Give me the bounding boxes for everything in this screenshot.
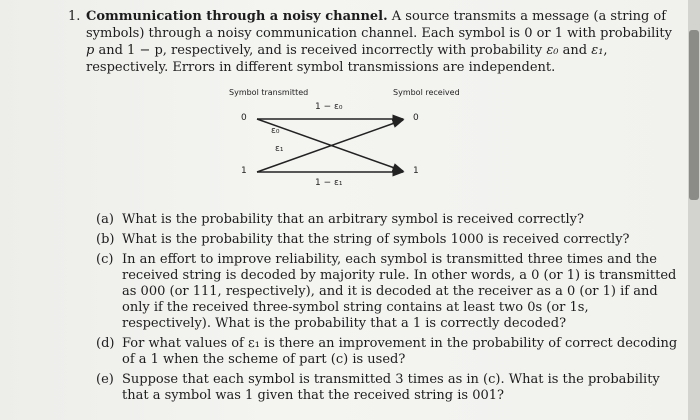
label-symbol-received: Symbol received (393, 88, 460, 97)
var-p: p (86, 43, 95, 58)
part-label: (c) (96, 252, 114, 267)
label-e0-cross: ε₀ (271, 126, 280, 136)
scrollbar-thumb[interactable] (689, 30, 699, 200)
rx-symbol-1: 1 (413, 166, 419, 176)
part-d (96, 336, 680, 368)
text-and: and (94, 43, 128, 58)
rx-symbol-0: 0 (413, 113, 419, 123)
part-e (96, 372, 680, 404)
part-label: (b) (96, 232, 115, 247)
part-label: (e) (96, 372, 114, 387)
part-b (96, 232, 680, 248)
part-text: What is the probability that the string of symbols 1000 is received correctly? (122, 232, 630, 247)
part-a (96, 212, 680, 228)
problem-text (86, 8, 680, 76)
part-text: In an effort to improve reliability, each symbol is transmitted three times and the received string is decoded by majority rule. In other words, a 0 (or 1) is transmitted as 000 (or 111, respectively), and it is decoded at the receiver as a 0 (or 1) if and only if the received three-symbol string contains at least two 0s (or 1s, respectively). What is the probability that a 1 is correctly decoded? (122, 252, 677, 331)
label-e1-cross: ε₁ (275, 144, 284, 154)
problem-intro: A source transmits a message (a string of symbols) through a noisy communication channel. Each symbol is 0 or 1 with probability (86, 9, 672, 41)
channel-arrows (225, 86, 465, 196)
problem-title: Communication through a noisy channel. (86, 9, 388, 24)
label-symbol-transmitted: Symbol transmitted (229, 88, 309, 97)
part-text: For what values of ε₁ is there an improvement in the probability of correct decoding of a 1 when the scheme of part (c) is used? (122, 336, 678, 367)
tx-symbol-1: 1 (241, 166, 247, 176)
problem-statement (68, 8, 680, 76)
channel-diagram (225, 86, 465, 196)
tx-symbol-0: 0 (241, 113, 247, 123)
part-c (96, 252, 680, 332)
question-parts (96, 212, 680, 408)
problem-end: , respectively. Errors in different symbol transmissions are independent. (86, 43, 608, 75)
part-label: (a) (96, 212, 114, 227)
part-label: (d) (96, 336, 115, 351)
problem-number: 1. (68, 9, 81, 24)
var-one-minus-p: 1 − p (127, 43, 163, 58)
part-text: What is the probability that an arbitrary symbol is received correctly? (122, 212, 584, 227)
part-text: Suppose that each symbol is transmitted 3 times as in (c). What is the probability that a symbol was 1 given that the received string is 001? (122, 372, 660, 403)
scrollbar-track[interactable] (688, 0, 700, 420)
var-e0: ε₀ (546, 43, 559, 58)
var-e1: ε₁ (591, 43, 604, 58)
text-and-2: and (558, 43, 592, 58)
label-1-minus-e0: 1 − ε₀ (315, 102, 343, 112)
label-1-minus-e1: 1 − ε₁ (315, 178, 343, 188)
problem-mid: , respectively, and is received incorrectly with probability (162, 43, 547, 58)
